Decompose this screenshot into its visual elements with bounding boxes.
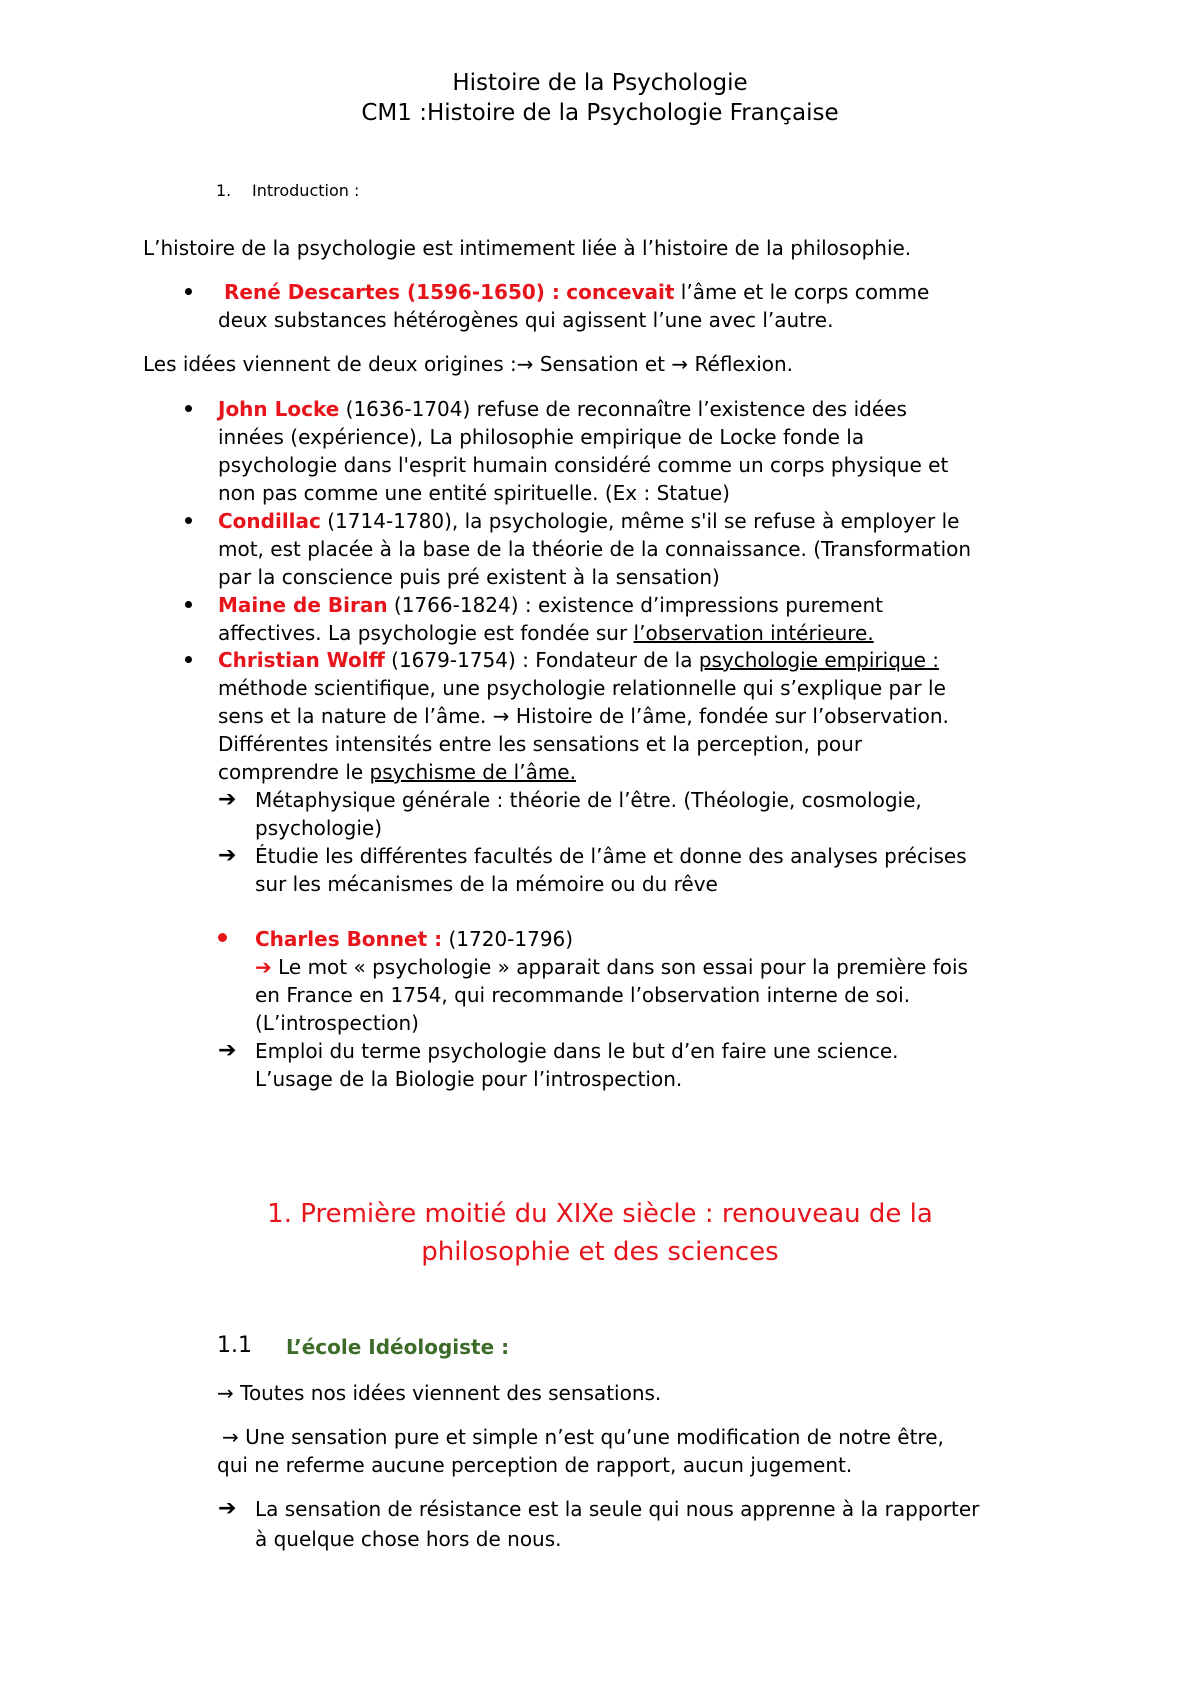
locke-name: John Locke — [218, 397, 340, 421]
ideologiste-p3-line1: La sensation de résistance est la seule qui nous apprenne à la rapporter — [255, 1497, 980, 1521]
arrow-icon: → — [222, 1425, 239, 1449]
bonnet-line4: (L’introspection) — [255, 1011, 419, 1035]
descartes-name: René Descartes (1596-1650) : — [224, 280, 560, 304]
arrow-icon: → — [516, 352, 534, 376]
locke-line3: psychologie dans l'esprit humain considéré comme un corps physique et — [218, 453, 949, 477]
document-title: Histoire de la Psychologie — [452, 70, 748, 96]
bold-arrow-icon: ➔ — [218, 1496, 237, 1521]
bullet-icon — [185, 405, 192, 412]
bonnet-line1: Charles Bonnet : (1720-1796) — [255, 927, 574, 951]
wolff-line3: sens et la nature de l’âme. → Histoire de l’âme, fondée sur l’observation. — [218, 704, 949, 728]
red-arrow-icon: ➔ — [255, 955, 272, 979]
locke-line1: John Locke (1636-1704) refuse de reconnaître l’existence des idées — [218, 397, 907, 421]
biran-name: Maine de Biran — [218, 593, 388, 617]
arrow-icon: → — [217, 1381, 234, 1405]
locke-line4: non pas comme une entité spirituelle. (Ex : Statue) — [218, 481, 730, 505]
subsection-heading: L’école Idéologiste : — [286, 1335, 510, 1359]
section-heading-line2: philosophie et des sciences — [421, 1237, 779, 1267]
condillac-line1: Condillac (1714-1780), la psychologie, même s'il se refuse à employer le — [218, 509, 960, 533]
bullet-icon — [185, 601, 192, 608]
bonnet-name: Charles Bonnet : — [255, 927, 443, 951]
bonnet-line3: en France en 1754, qui recommande l’observation interne de soi. — [255, 983, 911, 1007]
arrow-icon: → — [492, 704, 510, 728]
wolff-sub2-line1: Étudie les différentes facultés de l’âme et donne des analyses précises — [255, 844, 967, 868]
wolff-sub1-line2: psychologie) — [255, 816, 383, 840]
biran-line2: affectives. La psychologie est fondée sur l’observation intérieure. — [218, 621, 874, 645]
ideologiste-p3-line2: à quelque chose hors de nous. — [255, 1527, 562, 1551]
bonnet-line2: ➔ Le mot « psychologie » apparait dans son essai pour la première fois — [255, 955, 968, 979]
wolff-line5: comprendre le psychisme de l’âme. — [218, 760, 576, 784]
descartes-verb: concevait — [566, 280, 675, 304]
bullet-icon — [185, 288, 192, 295]
origins-line: Les idées viennent de deux origines :→ Sensation et → Réflexion. — [143, 352, 794, 376]
ideologiste-p2-line2: qui ne referme aucune perception de rapport, aucun jugement. — [217, 1453, 853, 1477]
bold-arrow-icon: ➔ — [218, 1038, 237, 1063]
arrow-icon: → — [671, 352, 689, 376]
document-subtitle: CM1 :Histoire de la Psychologie Française — [361, 100, 839, 126]
wolff-line4: Différentes intensités entre les sensations et la perception, pour — [218, 732, 863, 756]
wolff-name: Christian Wolff — [218, 648, 385, 672]
intro-heading: Introduction : — [252, 181, 360, 200]
bonnet-sub-line2: L’usage de la Biologie pour l’introspection. — [255, 1067, 683, 1091]
section-heading-line1: 1. Première moitié du XIXe siècle : renouveau de la — [267, 1199, 933, 1229]
ideologiste-p2-line1: → Une sensation pure et simple n’est qu’une modification de notre être, — [222, 1425, 944, 1449]
intro-sentence: L’histoire de la psychologie est intimement liée à l’histoire de la philosophie. — [143, 236, 912, 260]
biran-line1: Maine de Biran (1766-1824) : existence d’impressions purement — [218, 593, 883, 617]
bullet-icon — [185, 656, 192, 663]
descartes-line2: deux substances hétérogènes qui agissent l’une avec l’autre. — [218, 308, 834, 332]
red-bullet-icon — [218, 933, 227, 942]
subsection-number: 1.1 — [217, 1333, 252, 1358]
bullet-icon — [185, 517, 192, 524]
wolff-sub1-line1: Métaphysique générale : théorie de l’être. (Théologie, cosmologie, — [255, 788, 922, 812]
locke-line2: innées (expérience), La philosophie empirique de Locke fonde la — [218, 425, 865, 449]
intro-number: 1. — [216, 181, 232, 200]
condillac-name: Condillac — [218, 509, 321, 533]
wolff-line2: méthode scientifique, une psychologie relationnelle qui s’explique par le — [218, 676, 946, 700]
bonnet-sub-line1: Emploi du terme psychologie dans le but d’en faire une science. — [255, 1039, 899, 1063]
wolff-sub2-line2: sur les mécanismes de la mémoire ou du rêve — [255, 872, 718, 896]
condillac-line3: par la conscience puis pré existent à la sensation) — [218, 565, 720, 589]
wolff-line1: Christian Wolff (1679-1754) : Fondateur de la psychologie empirique : — [218, 648, 939, 672]
bold-arrow-icon: ➔ — [218, 787, 237, 812]
condillac-line2: mot, est placée à la base de la théorie de la connaissance. (Transformation — [218, 537, 972, 561]
bold-arrow-icon: ➔ — [218, 843, 237, 868]
descartes-line1: René Descartes (1596-1650) : concevait l’âme et le corps comme — [224, 280, 930, 304]
ideologiste-p1: → Toutes nos idées viennent des sensations. — [217, 1381, 662, 1405]
